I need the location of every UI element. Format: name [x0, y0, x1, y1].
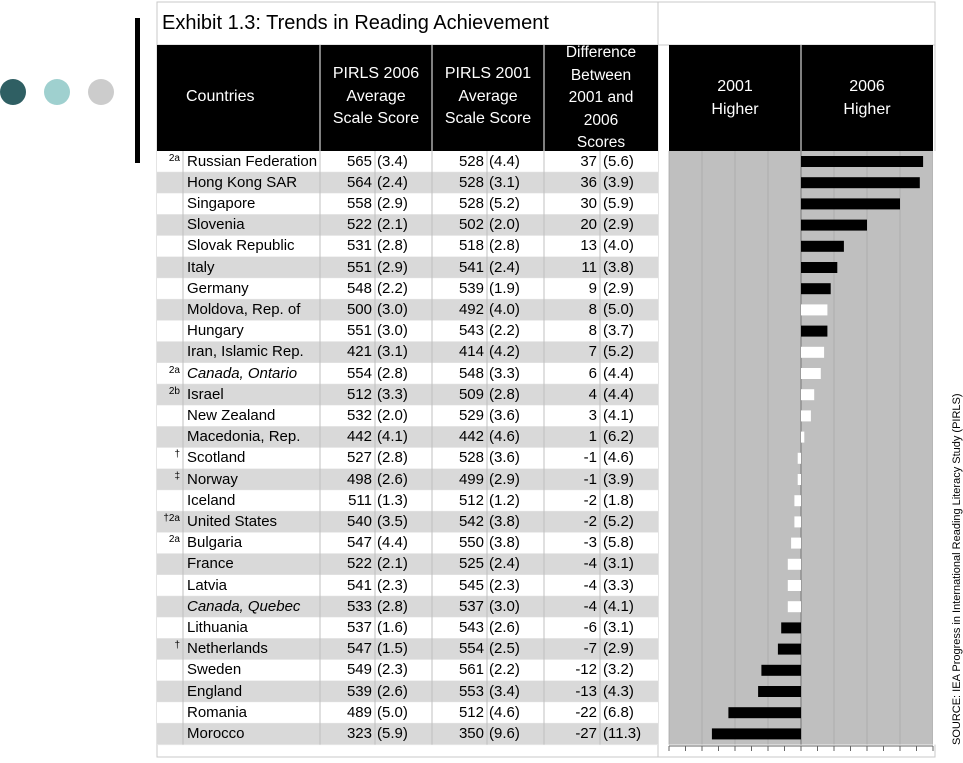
country-name: Slovak Republic — [187, 237, 295, 255]
score-2006: 564 — [346, 173, 372, 191]
difference-se: (4.1) — [603, 406, 634, 424]
bar-russian-federation — [801, 156, 923, 167]
header-2001-higher — [669, 76, 801, 121]
difference-value: 9 — [588, 279, 597, 297]
country-name: Macedonia, Rep. — [187, 428, 301, 446]
score-2001: 502 — [458, 216, 484, 234]
se-2006: (2.8) — [377, 597, 408, 615]
score-2006: 547 — [346, 534, 372, 552]
se-2006: (1.3) — [377, 491, 408, 509]
country-name: Russian Federation — [187, 152, 318, 170]
se-2006: (3.5) — [377, 512, 408, 530]
difference-se: (3.1) — [603, 618, 634, 636]
difference-value: 30 — [580, 194, 597, 212]
score-2006: 498 — [346, 470, 372, 488]
score-2001: 499 — [458, 470, 484, 488]
difference-se: (4.4) — [603, 364, 634, 382]
se-2001: (3.6) — [489, 449, 520, 467]
se-2006: (3.0) — [377, 322, 408, 340]
score-2001: 512 — [458, 703, 484, 721]
country-name: New Zealand — [187, 406, 276, 424]
header-countries — [186, 86, 254, 109]
score-2006: 541 — [346, 576, 372, 594]
header-difference-line5: Scores — [576, 134, 626, 151]
country-name: Romania — [187, 703, 248, 721]
se-2001: (4.6) — [489, 428, 520, 446]
bar-united-states — [794, 516, 801, 527]
country-name: Italy — [187, 258, 215, 276]
se-2001: (4.0) — [489, 300, 520, 318]
se-2001: (3.3) — [489, 364, 520, 382]
se-2001: (3.8) — [489, 534, 520, 552]
difference-value: -4 — [583, 555, 597, 573]
se-2006: (2.3) — [377, 661, 408, 679]
bar-canada-ontario — [801, 368, 821, 379]
se-2006: (2.1) — [377, 216, 408, 234]
difference-value: 20 — [580, 216, 597, 234]
se-2001: (2.2) — [489, 322, 520, 340]
header-2001-higher-line2: Higher — [711, 100, 759, 118]
difference-value: 8 — [588, 322, 597, 340]
se-2006: (5.9) — [377, 724, 408, 742]
score-2006: 565 — [346, 152, 372, 170]
country-name: Lithuania — [187, 618, 248, 636]
difference-value: -7 — [583, 640, 597, 658]
score-2001: 553 — [458, 682, 484, 700]
se-2001: (2.8) — [489, 385, 520, 403]
bar-latvia — [788, 580, 801, 591]
difference-se: (6.8) — [603, 703, 634, 721]
score-2006: 540 — [346, 512, 372, 530]
score-2001: 537 — [458, 597, 484, 615]
difference-se: (11.3) — [603, 724, 642, 742]
score-2006: 489 — [346, 703, 372, 721]
difference-se: (5.6) — [603, 152, 634, 170]
difference-se: (4.1) — [603, 597, 634, 615]
bar-singapore — [801, 198, 900, 209]
country-name: Bulgaria — [187, 534, 243, 552]
score-2001: 528 — [458, 194, 484, 212]
score-2006: 532 — [346, 406, 372, 424]
bar-germany — [801, 283, 831, 294]
difference-se: (4.6) — [603, 449, 634, 467]
difference-se: (3.8) — [603, 258, 634, 276]
score-2006: 323 — [346, 724, 372, 742]
row-note: 2b — [168, 385, 180, 397]
se-2006: (2.0) — [377, 406, 408, 424]
difference-value: 8 — [588, 300, 597, 318]
source-note: SOURCE: IEA Progress in International Reading Literacy Study (PIRLS) — [951, 393, 963, 745]
difference-value: -6 — [583, 618, 597, 636]
row-note: 2a — [168, 364, 180, 376]
se-2001: (3.1) — [489, 173, 520, 191]
country-name: Singapore — [187, 194, 256, 212]
difference-value: 6 — [588, 364, 597, 382]
score-2001: 543 — [458, 618, 484, 636]
difference-value: -12 — [575, 661, 597, 679]
score-2006: 421 — [346, 343, 372, 361]
difference-se: (4.4) — [603, 385, 634, 403]
se-2006: (2.8) — [377, 449, 408, 467]
score-2006: 533 — [346, 597, 372, 615]
score-2006: 549 — [346, 661, 372, 679]
header-difference-line2: Between — [570, 66, 632, 84]
header-difference — [544, 42, 658, 155]
difference-se: (4.0) — [603, 237, 634, 255]
chart-right-strip — [933, 151, 937, 745]
se-2001: (4.2) — [489, 343, 520, 361]
bar-sweden — [761, 665, 801, 676]
difference-value: 1 — [588, 428, 597, 446]
difference-se: (1.8) — [603, 491, 634, 509]
header-difference-line1: Difference — [565, 44, 637, 61]
se-2006: (2.9) — [377, 194, 408, 212]
se-2001: (4.6) — [489, 703, 520, 721]
se-2001: (2.5) — [489, 640, 520, 658]
difference-value: 37 — [580, 152, 597, 170]
se-2001: (5.2) — [489, 194, 520, 212]
bar-france — [788, 559, 801, 570]
difference-value: -4 — [583, 597, 597, 615]
header-pirls2006 — [320, 63, 432, 131]
row-note: † — [174, 640, 180, 652]
se-2001: (9.6) — [489, 724, 520, 742]
header-pirls2001-line1: PIRLS 2001 — [444, 65, 532, 82]
score-2001: 529 — [458, 406, 484, 424]
country-name: Canada, Ontario — [187, 364, 298, 382]
header-2006-higher-line1: 2006 — [849, 78, 885, 95]
score-2001: 492 — [458, 300, 484, 318]
bar-moldova-rep-of — [801, 304, 827, 315]
se-2006: (3.1) — [377, 343, 408, 361]
bar-italy — [801, 262, 837, 273]
bar-new-zealand — [801, 410, 811, 421]
country-name: Israel — [187, 385, 224, 403]
header-2006-higher-line2: Higher — [843, 100, 891, 118]
country-name: Germany — [187, 279, 249, 297]
score-2006: 531 — [346, 237, 372, 255]
score-2001: 442 — [458, 428, 484, 446]
score-2001: 550 — [458, 534, 484, 552]
score-2001: 414 — [458, 343, 484, 361]
se-2001: (2.9) — [489, 470, 520, 488]
country-name: Scotland — [187, 449, 246, 467]
bar-lithuania — [781, 622, 801, 633]
country-name: Sweden — [187, 661, 242, 679]
score-2006: 547 — [346, 640, 372, 658]
country-name: Hungary — [187, 322, 244, 340]
row-note: † — [174, 449, 180, 461]
difference-se: (5.0) — [603, 300, 634, 318]
score-2001: 350 — [458, 724, 484, 742]
score-2001: 545 — [458, 576, 484, 594]
se-2001: (2.2) — [489, 661, 520, 679]
score-2006: 548 — [346, 279, 372, 297]
bar-slovenia — [801, 220, 867, 231]
difference-se: (5.2) — [603, 512, 634, 530]
header-pirls2006-line3: Scale Score — [332, 110, 420, 127]
header-pirls2006-line2: Average — [346, 87, 406, 105]
bar-norway — [798, 474, 801, 485]
score-2001: 509 — [458, 385, 484, 403]
score-2001: 512 — [458, 491, 484, 509]
se-2001: (2.8) — [489, 237, 520, 255]
bar-morocco — [712, 728, 801, 739]
country-name: England — [187, 682, 243, 700]
score-2001: 528 — [458, 152, 484, 170]
score-2006: 537 — [346, 618, 372, 636]
country-name: Canada, Quebec — [187, 597, 301, 615]
difference-value: 13 — [580, 237, 597, 255]
difference-se: (3.9) — [603, 173, 634, 191]
se-2001: (3.6) — [489, 406, 520, 424]
country-name: Netherlands — [187, 640, 268, 658]
country-name: Morocco — [187, 724, 245, 742]
se-2006: (1.6) — [377, 618, 408, 636]
header-2006-higher — [801, 76, 933, 121]
difference-value: -4 — [583, 576, 597, 594]
difference-value: -22 — [575, 703, 597, 721]
difference-value: -2 — [583, 512, 597, 530]
header-countries-label: Countries — [186, 88, 255, 105]
row-note: 2a — [168, 152, 180, 164]
country-name: Iceland — [187, 491, 236, 509]
score-2001: 542 — [458, 512, 484, 530]
bar-slovak-republic — [801, 241, 844, 252]
se-2001: (2.3) — [489, 576, 520, 594]
se-2001: (3.0) — [489, 597, 520, 615]
exhibit-title: Exhibit 1.3: Trends in Reading Achievement — [162, 12, 549, 34]
row-note: 2a — [168, 534, 180, 546]
row-note: ‡ — [174, 470, 180, 482]
bar-israel — [801, 389, 814, 400]
difference-value: 11 — [581, 258, 597, 276]
bar-hungary — [801, 326, 827, 337]
difference-se: (3.2) — [603, 661, 634, 679]
difference-value: 7 — [588, 343, 597, 361]
score-2006: 511 — [348, 491, 372, 509]
bar-iceland — [794, 495, 801, 506]
se-2006: (5.0) — [377, 703, 408, 721]
header-pirls2001-line2: Average — [458, 87, 518, 105]
header-difference-line4: 2006 — [583, 111, 619, 129]
header-pirls2006-line1: PIRLS 2006 — [332, 65, 420, 82]
se-2001: (1.2) — [489, 491, 520, 509]
se-2006: (4.1) — [377, 428, 408, 446]
header-difference-line3: 2001 and — [568, 89, 634, 106]
se-2001: (2.4) — [489, 555, 520, 573]
se-2006: (2.6) — [377, 682, 408, 700]
score-2001: 518 — [458, 237, 484, 255]
se-2006: (4.4) — [377, 534, 408, 552]
difference-value: -13 — [575, 682, 597, 700]
score-2006: 551 — [346, 322, 372, 340]
se-2006: (1.5) — [377, 640, 408, 658]
bar-macedonia-rep- — [801, 432, 804, 443]
score-2006: 539 — [346, 682, 372, 700]
country-name: Moldova, Rep. of — [187, 300, 301, 318]
score-2006: 522 — [346, 555, 372, 573]
difference-value: 3 — [588, 406, 597, 424]
se-2006: (2.9) — [377, 258, 408, 276]
score-2001: 543 — [458, 322, 484, 340]
header-pirls2001-line3: Scale Score — [444, 110, 532, 127]
score-2006: 512 — [346, 385, 372, 403]
header-pirls2001 — [432, 63, 544, 131]
difference-se: (5.2) — [603, 343, 634, 361]
se-2006: (2.3) — [377, 576, 408, 594]
score-2001: 525 — [458, 555, 484, 573]
difference-se: (5.8) — [603, 534, 634, 552]
se-2001: (2.4) — [489, 258, 520, 276]
difference-value: 4 — [588, 385, 597, 403]
se-2001: (3.8) — [489, 512, 520, 530]
country-name: France — [187, 555, 234, 573]
difference-value: -27 — [575, 724, 597, 742]
se-2006: (2.4) — [377, 173, 408, 191]
se-2001: (4.4) — [489, 152, 520, 170]
se-2006: (2.8) — [377, 237, 408, 255]
bar-bulgaria — [791, 538, 801, 549]
header-2001-higher-line1: 2001 — [717, 78, 753, 95]
difference-se: (4.3) — [603, 682, 634, 700]
difference-se: (3.1) — [603, 555, 634, 573]
country-name: Iran, Islamic Rep. — [187, 343, 304, 361]
se-2006: (2.6) — [377, 470, 408, 488]
bar-canada-quebec — [788, 601, 801, 612]
bar-netherlands — [778, 644, 801, 655]
difference-se: (6.2) — [603, 428, 634, 446]
score-2001: 541 — [458, 258, 484, 276]
difference-se: (2.9) — [603, 640, 634, 658]
bar-hong-kong-sar — [801, 177, 920, 188]
bar-england — [758, 686, 801, 697]
difference-value: -1 — [583, 470, 597, 488]
score-2006: 442 — [346, 428, 372, 446]
score-2006: 558 — [346, 194, 372, 212]
difference-se: (5.9) — [603, 194, 634, 212]
country-name: United States — [187, 512, 278, 530]
score-2001: 528 — [458, 173, 484, 191]
country-name: Norway — [187, 470, 238, 488]
bar-romania — [728, 707, 801, 718]
se-2006: (3.0) — [377, 300, 408, 318]
score-2006: 527 — [346, 449, 372, 467]
country-name: Hong Kong SAR — [187, 173, 298, 191]
se-2001: (2.0) — [489, 216, 520, 234]
score-2001: 528 — [458, 449, 484, 467]
score-2001: 548 — [458, 364, 484, 382]
difference-se: (2.9) — [603, 279, 634, 297]
se-2006: (2.2) — [377, 279, 408, 297]
row-note: †2a — [163, 512, 180, 524]
score-2006: 522 — [346, 216, 372, 234]
score-2001: 539 — [458, 279, 484, 297]
difference-value: -1 — [583, 449, 597, 467]
country-name: Slovenia — [187, 216, 245, 234]
difference-se: (2.9) — [603, 216, 634, 234]
bar-scotland — [798, 453, 801, 464]
se-2006: (2.1) — [377, 555, 408, 573]
score-2001: 554 — [458, 640, 484, 658]
difference-se: (3.3) — [603, 576, 634, 594]
se-2006: (2.8) — [377, 364, 408, 382]
score-2006: 551 — [346, 258, 372, 276]
country-name: Latvia — [187, 576, 228, 594]
se-2006: (3.3) — [377, 385, 408, 403]
difference-value: -3 — [583, 534, 597, 552]
score-2001: 561 — [458, 661, 484, 679]
difference-value: 36 — [580, 173, 597, 191]
difference-se: (3.9) — [603, 470, 634, 488]
se-2006: (3.4) — [377, 152, 408, 170]
se-2001: (1.9) — [489, 279, 520, 297]
bar-iran-islamic-rep- — [801, 347, 824, 358]
se-2001: (2.6) — [489, 618, 520, 636]
difference-se: (3.7) — [603, 322, 634, 340]
se-2001: (3.4) — [489, 682, 520, 700]
difference-value: -2 — [583, 491, 597, 509]
score-2006: 554 — [346, 364, 372, 382]
score-2006: 500 — [346, 300, 372, 318]
